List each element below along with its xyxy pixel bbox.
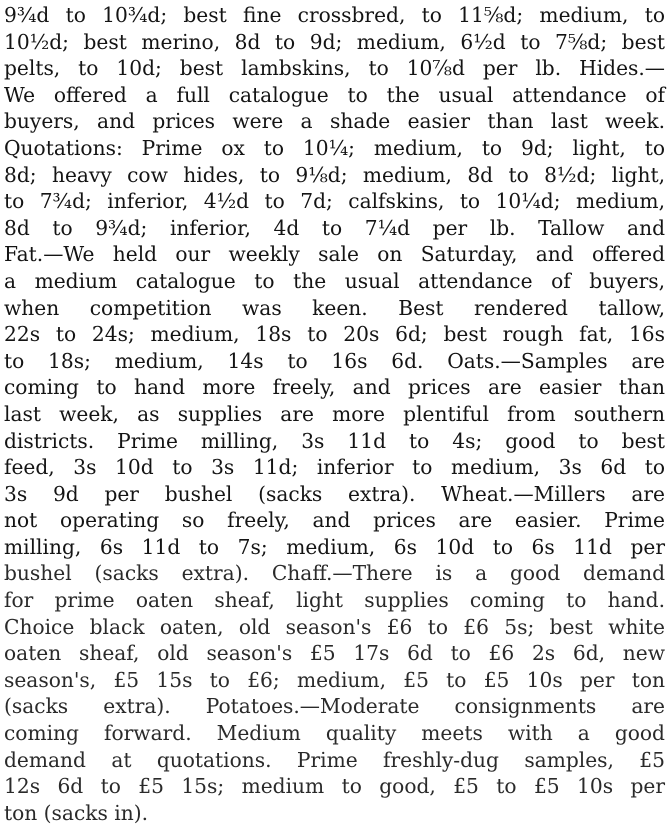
text-line-19: 3s 9d per bushel (sacks extra). Wheat.—Millers are <box>4 481 665 506</box>
text-line-12: when competition was keen. Best rendered tallow, <box>4 295 665 320</box>
text-line-10: Fat.—We held our weekly sale on Saturday, and offered <box>4 242 665 267</box>
text-line-5: buyers, and prices were a shade easier than last week. <box>4 109 665 134</box>
text-line-9: 8d to 9¾d; inferior, 4d to 7¼d per lb. Tallow and <box>4 215 665 240</box>
text-line-17: districts. Prime milling, 3s 11d to 4s; good to best <box>4 428 665 453</box>
text-line-6: Quotations: Prime ox to 10¼; medium, to 9d; light, to <box>4 135 665 160</box>
text-line-7: 8d; heavy cow hides, to 9⅛d; medium, 8d to 8½d; light, <box>4 162 665 187</box>
text-line-2: 10½d; best merino, 8d to 9d; medium, 6½d to 7⅝d; best <box>4 29 665 54</box>
text-line-23: for prime oaten sheaf, light supplies coming to hand. <box>4 588 665 613</box>
text-line-29: demand at quotations. Prime freshly-dug samples, £5 <box>4 747 665 772</box>
text-line-4: We offered a full catalogue to the usual attendance of <box>4 82 665 107</box>
article-text-column <box>4 2 665 826</box>
text-line-27: (sacks extra). Potatoes.—Moderate consignments are <box>4 694 665 719</box>
text-line-16: last week, as supplies are more plentiful from southern <box>4 401 665 426</box>
text-line-8: to 7¾d; inferior, 4½d to 7d; calfskins, to 10¼d; medium, <box>4 189 665 214</box>
text-line-20: not operating so freely, and prices are easier. Prime <box>4 508 665 533</box>
text-line-15: coming to hand more freely, and prices are easier than <box>4 375 665 400</box>
text-line-13: 22s to 24s; medium, 18s to 20s 6d; best rough fat, 16s <box>4 322 665 347</box>
text-line-28: coming forward. Medium quality meets with a good <box>4 721 665 746</box>
text-line-18: feed, 3s 10d to 3s 11d; inferior to medium, 3s 6d to <box>4 455 665 480</box>
text-line-24: Choice black oaten, old season's £6 to £6 5s; best white <box>4 614 665 639</box>
text-line-3: pelts, to 10d; best lambskins, to 10⅞d per lb. Hides.— <box>4 56 665 81</box>
text-line-30: 12s 6d to £5 15s; medium to good, £5 to £5 10s per <box>4 774 665 799</box>
text-line-11: a medium catalogue to the usual attendance of buyers, <box>4 268 665 293</box>
text-line-26: season's, £5 15s to £6; medium, £5 to £5 10s per ton <box>4 667 665 692</box>
text-line-1: 9¾d to 10¾d; best fine crossbred, to 11⅝d; medium, to <box>4 3 665 27</box>
text-line-31: ton (sacks in). <box>4 800 149 825</box>
text-line-22: bushel (sacks extra). Chaff.—There is a good demand <box>4 561 665 586</box>
text-line-14: to 18s; medium, 14s to 16s 6d. Oats.—Samples are <box>4 348 665 373</box>
text-line-21: milling, 6s 11d to 7s; medium, 6s 10d to 6s 11d per <box>4 534 665 559</box>
text-line-25: oaten sheaf, old season's £5 17s 6d to £6 2s 6d, new <box>4 641 665 666</box>
